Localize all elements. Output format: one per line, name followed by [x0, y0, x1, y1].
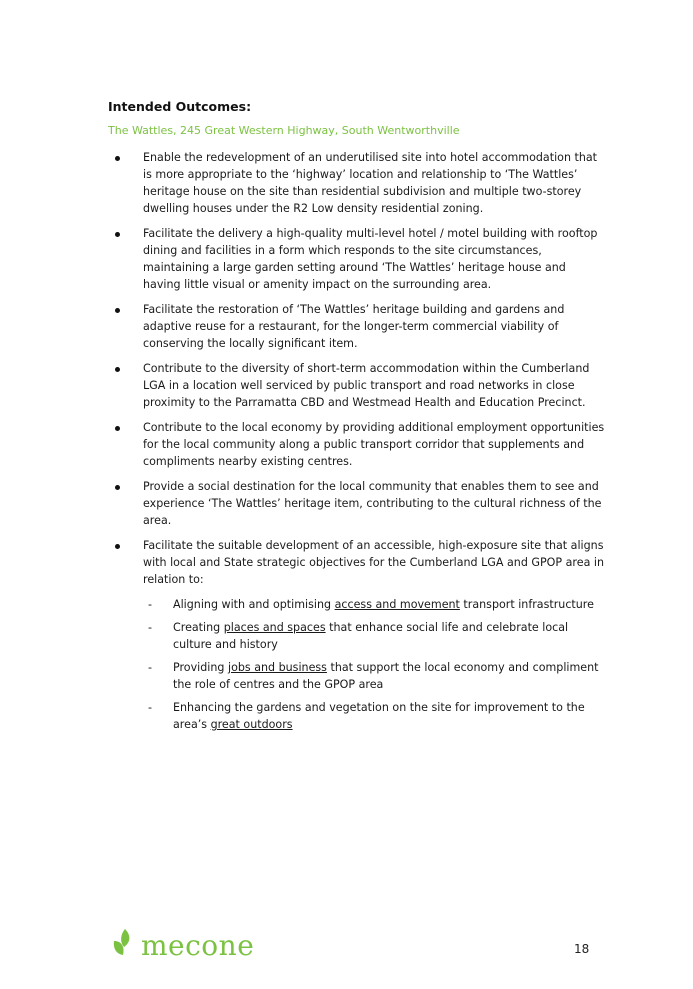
sub-list-item: [143, 596, 606, 613]
sub-item-link: great outdoors: [210, 718, 293, 731]
list-item: [108, 537, 606, 733]
list-item-text: Facilitate the delivery a high-quality multi-level hotel / motel building with rooftop dining and facilities in a form which responds to the site circumstances, maintaining a large garden setting around ‘The Wattles’ heritage house and having little visual or amenity impact on the surrounding area.: [143, 227, 598, 291]
sub-item-link: jobs and business: [227, 661, 327, 674]
sub-item-text: that support the local economy and compliment the role of centres and the GPOP area: [173, 661, 599, 691]
sub-list-item: [143, 659, 606, 693]
list-item: [108, 419, 606, 470]
bullet-icon: [115, 308, 120, 313]
sub-item-text: Creating: [173, 621, 224, 634]
bullet-icon: [115, 426, 120, 431]
sub-item-text: that enhance social life and celebrate local culture and history: [173, 621, 569, 651]
list-item: [108, 360, 606, 411]
list-item: [108, 225, 606, 293]
outcomes-list: [108, 149, 606, 741]
sub-item-text: Enhancing the gardens and vegetation on the site for improvement to the area’s: [173, 701, 585, 731]
sub-list-item: [143, 699, 606, 733]
sub-item-text: Aligning with and optimising: [173, 598, 335, 611]
dash-marker: -: [148, 598, 153, 611]
bullet-icon: [115, 544, 120, 549]
leaf-logo-icon: [111, 927, 137, 963]
logo-wordmark: mecone: [141, 928, 255, 962]
list-item-text: Contribute to the local economy by providing additional employment opportunities for the local community along a public transport corridor that supplements and compliments nearby existing centres.: [143, 421, 605, 468]
list-item: [108, 301, 606, 352]
site-subheading: The Wattles, 245 Great Western Highway, South Wentworthville: [108, 124, 460, 137]
dash-marker: -: [148, 661, 153, 674]
mecone-logo: [111, 927, 254, 963]
sub-item-text: transport infrastructure: [459, 598, 594, 611]
list-item-text: Facilitate the restoration of ‘The Wattles’ heritage building and gardens and adaptive reuse for a restaurant, for the longer-term commercial viability of conserving the locally significant item.: [143, 303, 565, 350]
bullet-icon: [115, 367, 120, 372]
list-item-text: Contribute to the diversity of short-term accommodation within the Cumberland LGA in a location well serviced by public transport and road networks in close proximity to the Parramatta CBD and Westmead Health and Education Precinct.: [143, 362, 590, 409]
list-item-text: Facilitate the suitable development of an accessible, high-exposure site that aligns with local and State strategic objectives for the Cumberland LGA and GPOP area in relation to:: [143, 539, 605, 586]
sub-item-text: Providing: [173, 661, 228, 674]
sub-item-link: access and movement: [334, 598, 460, 611]
bullet-icon: [115, 156, 120, 161]
list-item: [108, 478, 606, 529]
dash-marker: -: [148, 701, 153, 714]
list-item-text: Provide a social destination for the local community that enables them to see and experience ‘The Wattles’ heritage item, contributing to the cultural richness of the area.: [143, 480, 602, 527]
page-number: 18: [574, 942, 590, 956]
sub-list: [143, 596, 606, 733]
bullet-icon: [115, 485, 120, 490]
bullet-icon: [115, 232, 120, 237]
dash-marker: -: [148, 621, 153, 634]
sub-list-item: [143, 619, 606, 653]
sub-item-link: places and spaces: [223, 621, 326, 634]
list-item-text: Enable the redevelopment of an underutilised site into hotel accommodation that is more appropriate to the ‘highway’ location and relationship to ‘The Wattles’ heritage house on the site than residential subdivision and multiple two-storey dwelling houses under the R2 Low density residential zoning.: [143, 151, 598, 215]
section-heading: Intended Outcomes:: [108, 99, 252, 114]
list-item: [108, 149, 606, 217]
